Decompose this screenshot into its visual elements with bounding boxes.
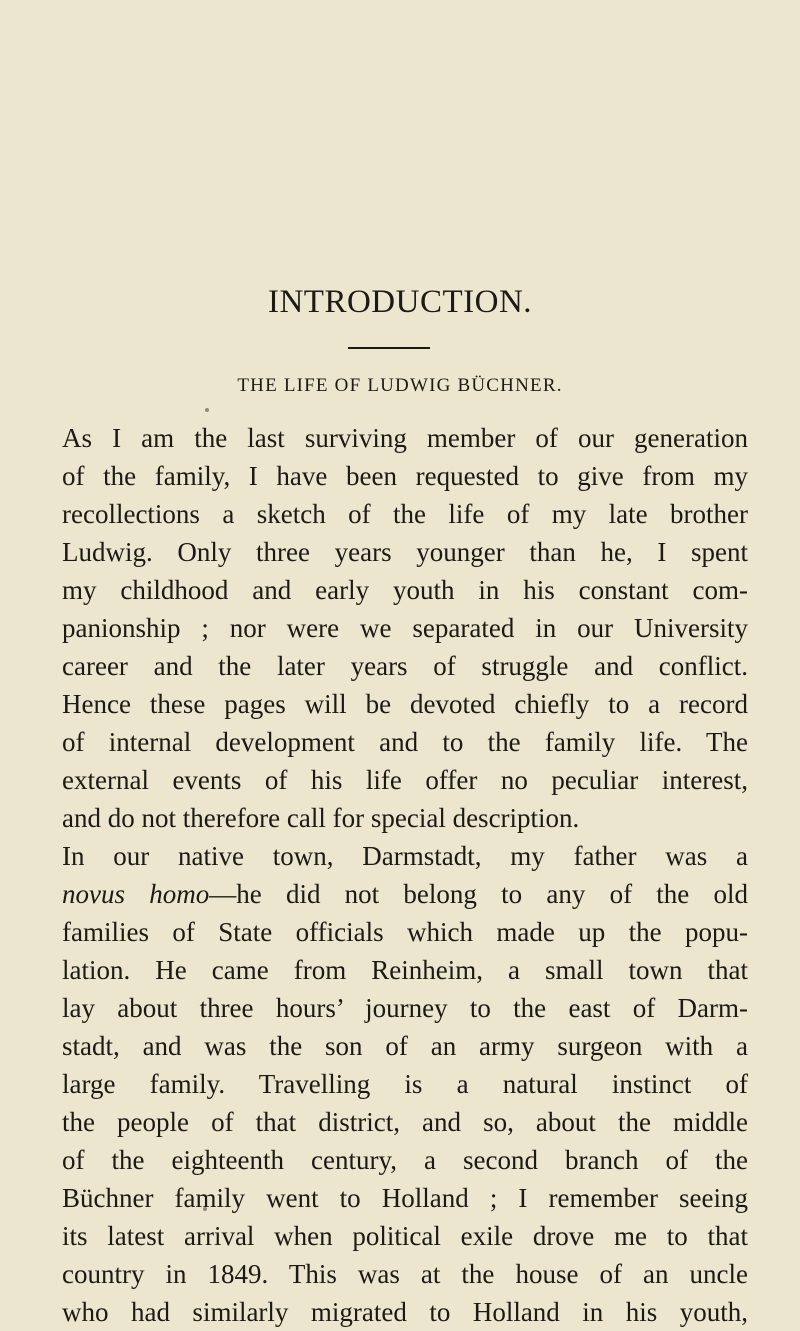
- page-speck: [205, 408, 209, 412]
- text-line: and do not therefore call for special description.: [62, 803, 580, 833]
- body-text: [62, 419, 748, 1331]
- chapter-heading: INTRODUCTION.: [267, 284, 533, 320]
- text-line: Hence these pages will be devoted chiefly to a record: [62, 689, 748, 719]
- text-line: lay about three hours’ journey to the east of Darm-: [62, 993, 748, 1023]
- text-line: panionship ; nor were we separated in our University: [62, 613, 748, 643]
- section-subheading: THE LIFE OF LUDWIG BÜCHNER.: [237, 375, 563, 396]
- italic-phrase: novus homo: [62, 879, 210, 909]
- text-line: the people of that district, and so, about the middle: [62, 1107, 748, 1137]
- text-line-mixed: [62, 875, 748, 913]
- text-line: As I am the last surviving member of our generation: [62, 423, 748, 453]
- text-line: large family. Travelling is a natural instinct of: [62, 1069, 748, 1099]
- text-line: recollections a sketch of the life of my late brother: [62, 499, 748, 529]
- text-line: my childhood and early youth in his constant com-: [62, 575, 748, 605]
- text-line: of internal development and to the family life. The: [62, 727, 748, 757]
- text-run: —he did not belong to any of the old: [209, 879, 749, 909]
- text-line: who had similarly migrated to Holland in his youth,: [62, 1297, 748, 1327]
- text-line: Büchner family went to Holland ; I remember seeing: [62, 1183, 748, 1213]
- text-line: families of State officials which made up the popu-: [62, 917, 748, 947]
- text-line: country in 1849. This was at the house of an uncle: [62, 1259, 748, 1289]
- text-line: of the eighteenth century, a second branch of the: [62, 1145, 748, 1175]
- text-line: stadt, and was the son of an army surgeon with a: [62, 1031, 748, 1061]
- text-line: career and the later years of struggle and conflict.: [62, 651, 748, 681]
- text-line: external events of his life offer no peculiar interest,: [62, 765, 748, 795]
- text-line: In our native town, Darmstadt, my father was a: [62, 841, 748, 871]
- text-line: its latest arrival when political exile drove me to that: [62, 1221, 748, 1251]
- text-line: Ludwig. Only three years younger than he, I spent: [62, 537, 748, 567]
- heading-rule: [348, 347, 430, 349]
- text-line: of the family, I have been requested to give from my: [62, 461, 748, 491]
- text-line: lation. He came from Reinheim, a small town that: [62, 955, 748, 985]
